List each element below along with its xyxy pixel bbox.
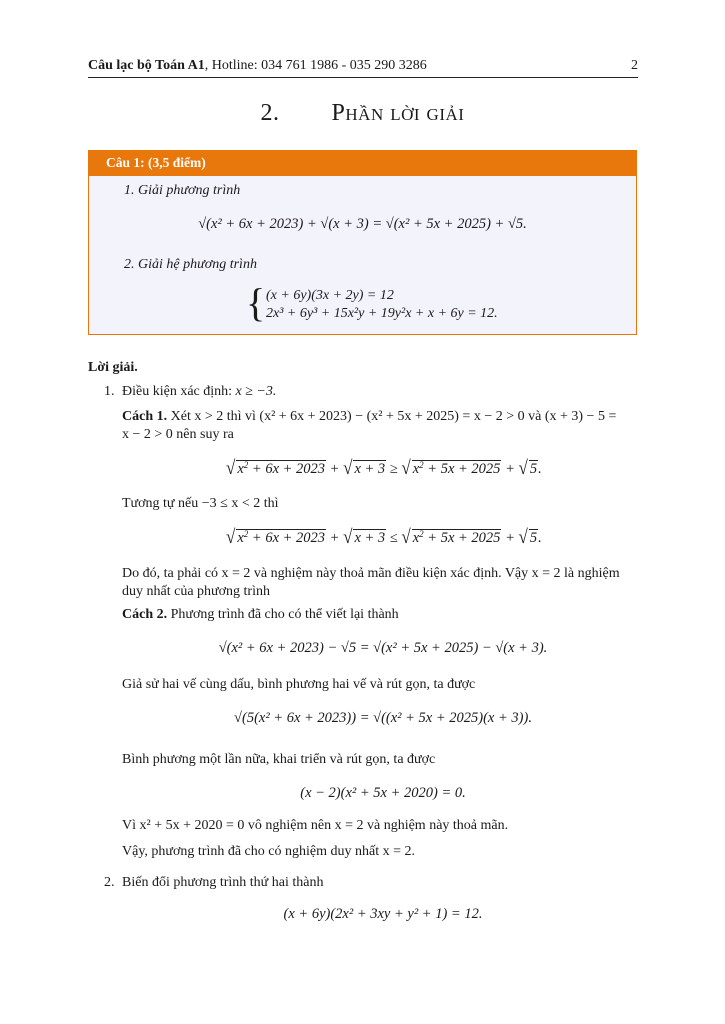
cach1-line1 xyxy=(122,409,616,425)
item1-condition: x ≥ −3. xyxy=(235,384,277,399)
transformed-equation: (x + 6y)(2x² + 3xy + y² + 1) = 12. xyxy=(283,906,483,922)
final-text: Vậy, phương trình đã cho có nghiệm duy nhất x = 2. xyxy=(122,844,415,859)
inequality-2: √ $x^2 + 6x + 2023$ + √ x + 3 ≤ √ $x^2 + 5x + 2025$ + √ 5. xyxy=(226,525,542,548)
cach1-line2: x − 2 > 0 nên suy ra xyxy=(122,427,234,442)
since-text: Vì x² + 5x + 2020 = 0 vô nghiệm nên x = 2 và nghiệm này thoả mãn. xyxy=(122,818,509,833)
item1-number: 1. xyxy=(104,384,115,399)
problem-heading: Câu 1: (3,5 điểm) xyxy=(88,150,637,176)
rewritten-equation: √(x² + 6x + 2023) − √5 = √(x² + 5x + 2025) − √(x + 3). xyxy=(218,640,548,656)
header-rule xyxy=(88,77,638,78)
part1-equation: √(x² + 6x + 2023) + √(x + 3) = √(x² + 5x + 2025) + √5. xyxy=(198,216,527,232)
part1-label: 1. Giải phương trình xyxy=(124,183,241,198)
conclusion-line1: Do đó, ta phải có x = 2 và nghiệm này thoả mãn điều kiện xác định. Vậy x = 2 là nghiệm xyxy=(122,566,620,581)
ineq1-sign: ≥ xyxy=(389,461,398,477)
conclusion-line2: duy nhất của phương trình xyxy=(122,584,270,599)
similar-case: Tương tự nếu −3 ≤ x < 2 thì xyxy=(122,496,279,511)
header-left xyxy=(88,58,427,74)
section-title xyxy=(0,100,725,127)
system-eq1: (x + 6y)(3x + 2y) = 12 xyxy=(266,288,394,303)
squared-equation: √(5(x² + 6x + 2023)) = √((x² + 5x + 2025)(x + 3)). xyxy=(234,710,532,726)
cach2-label: Cách 2. xyxy=(122,607,168,622)
inequality-1: √ $x^2 + 6x + 2023$ + √ x + 3 ≥ √ $x^2 + 5x + 2025$ + √ 5. xyxy=(226,456,542,479)
page-header xyxy=(88,58,638,74)
ineq2-sign: ≤ xyxy=(389,530,398,546)
solution-title: Lời giải. xyxy=(88,360,138,375)
section-name: Phần lời giải xyxy=(331,100,465,126)
cach1-text: Xét x > 2 thì vì (x² + 6x + 2023) − (x² + 5x + 2025) = x − 2 > 0 và (x + 3) − 5 = xyxy=(167,409,617,424)
item1-text xyxy=(122,384,276,400)
assume-text: Giả sử hai vế cùng dấu, bình phương hai vế và rút gọn, ta được xyxy=(122,677,476,692)
page-number: 2 xyxy=(631,58,638,73)
item1-intro: Điều kiện xác định: xyxy=(122,384,236,399)
item2-number: 2. xyxy=(104,875,115,890)
hotline: , Hotline: 034 761 1986 - 035 290 3286 xyxy=(204,58,427,73)
polynomial-equation: (x − 2)(x² + 5x + 2020) = 0. xyxy=(300,785,466,801)
club-name: Câu lạc bộ Toán A1 xyxy=(88,58,205,73)
part2-label: 2. Giải hệ phương trình xyxy=(124,257,257,272)
cach1-label: Cách 1. xyxy=(122,409,168,424)
system-brace: { xyxy=(246,280,266,325)
section-number: 2. xyxy=(260,100,280,126)
system-eq2: 2x³ + 6y³ + 15x²y + 19y²x + x + 6y = 12. xyxy=(266,306,498,321)
item2-text: Biến đổi phương trình thứ hai thành xyxy=(122,875,324,890)
cach2-line xyxy=(122,607,399,623)
square-again-text: Bình phương một lần nữa, khai triển và rút gọn, ta được xyxy=(122,752,436,767)
cach2-text: Phương trình đã cho có thể viết lại thành xyxy=(167,607,399,622)
